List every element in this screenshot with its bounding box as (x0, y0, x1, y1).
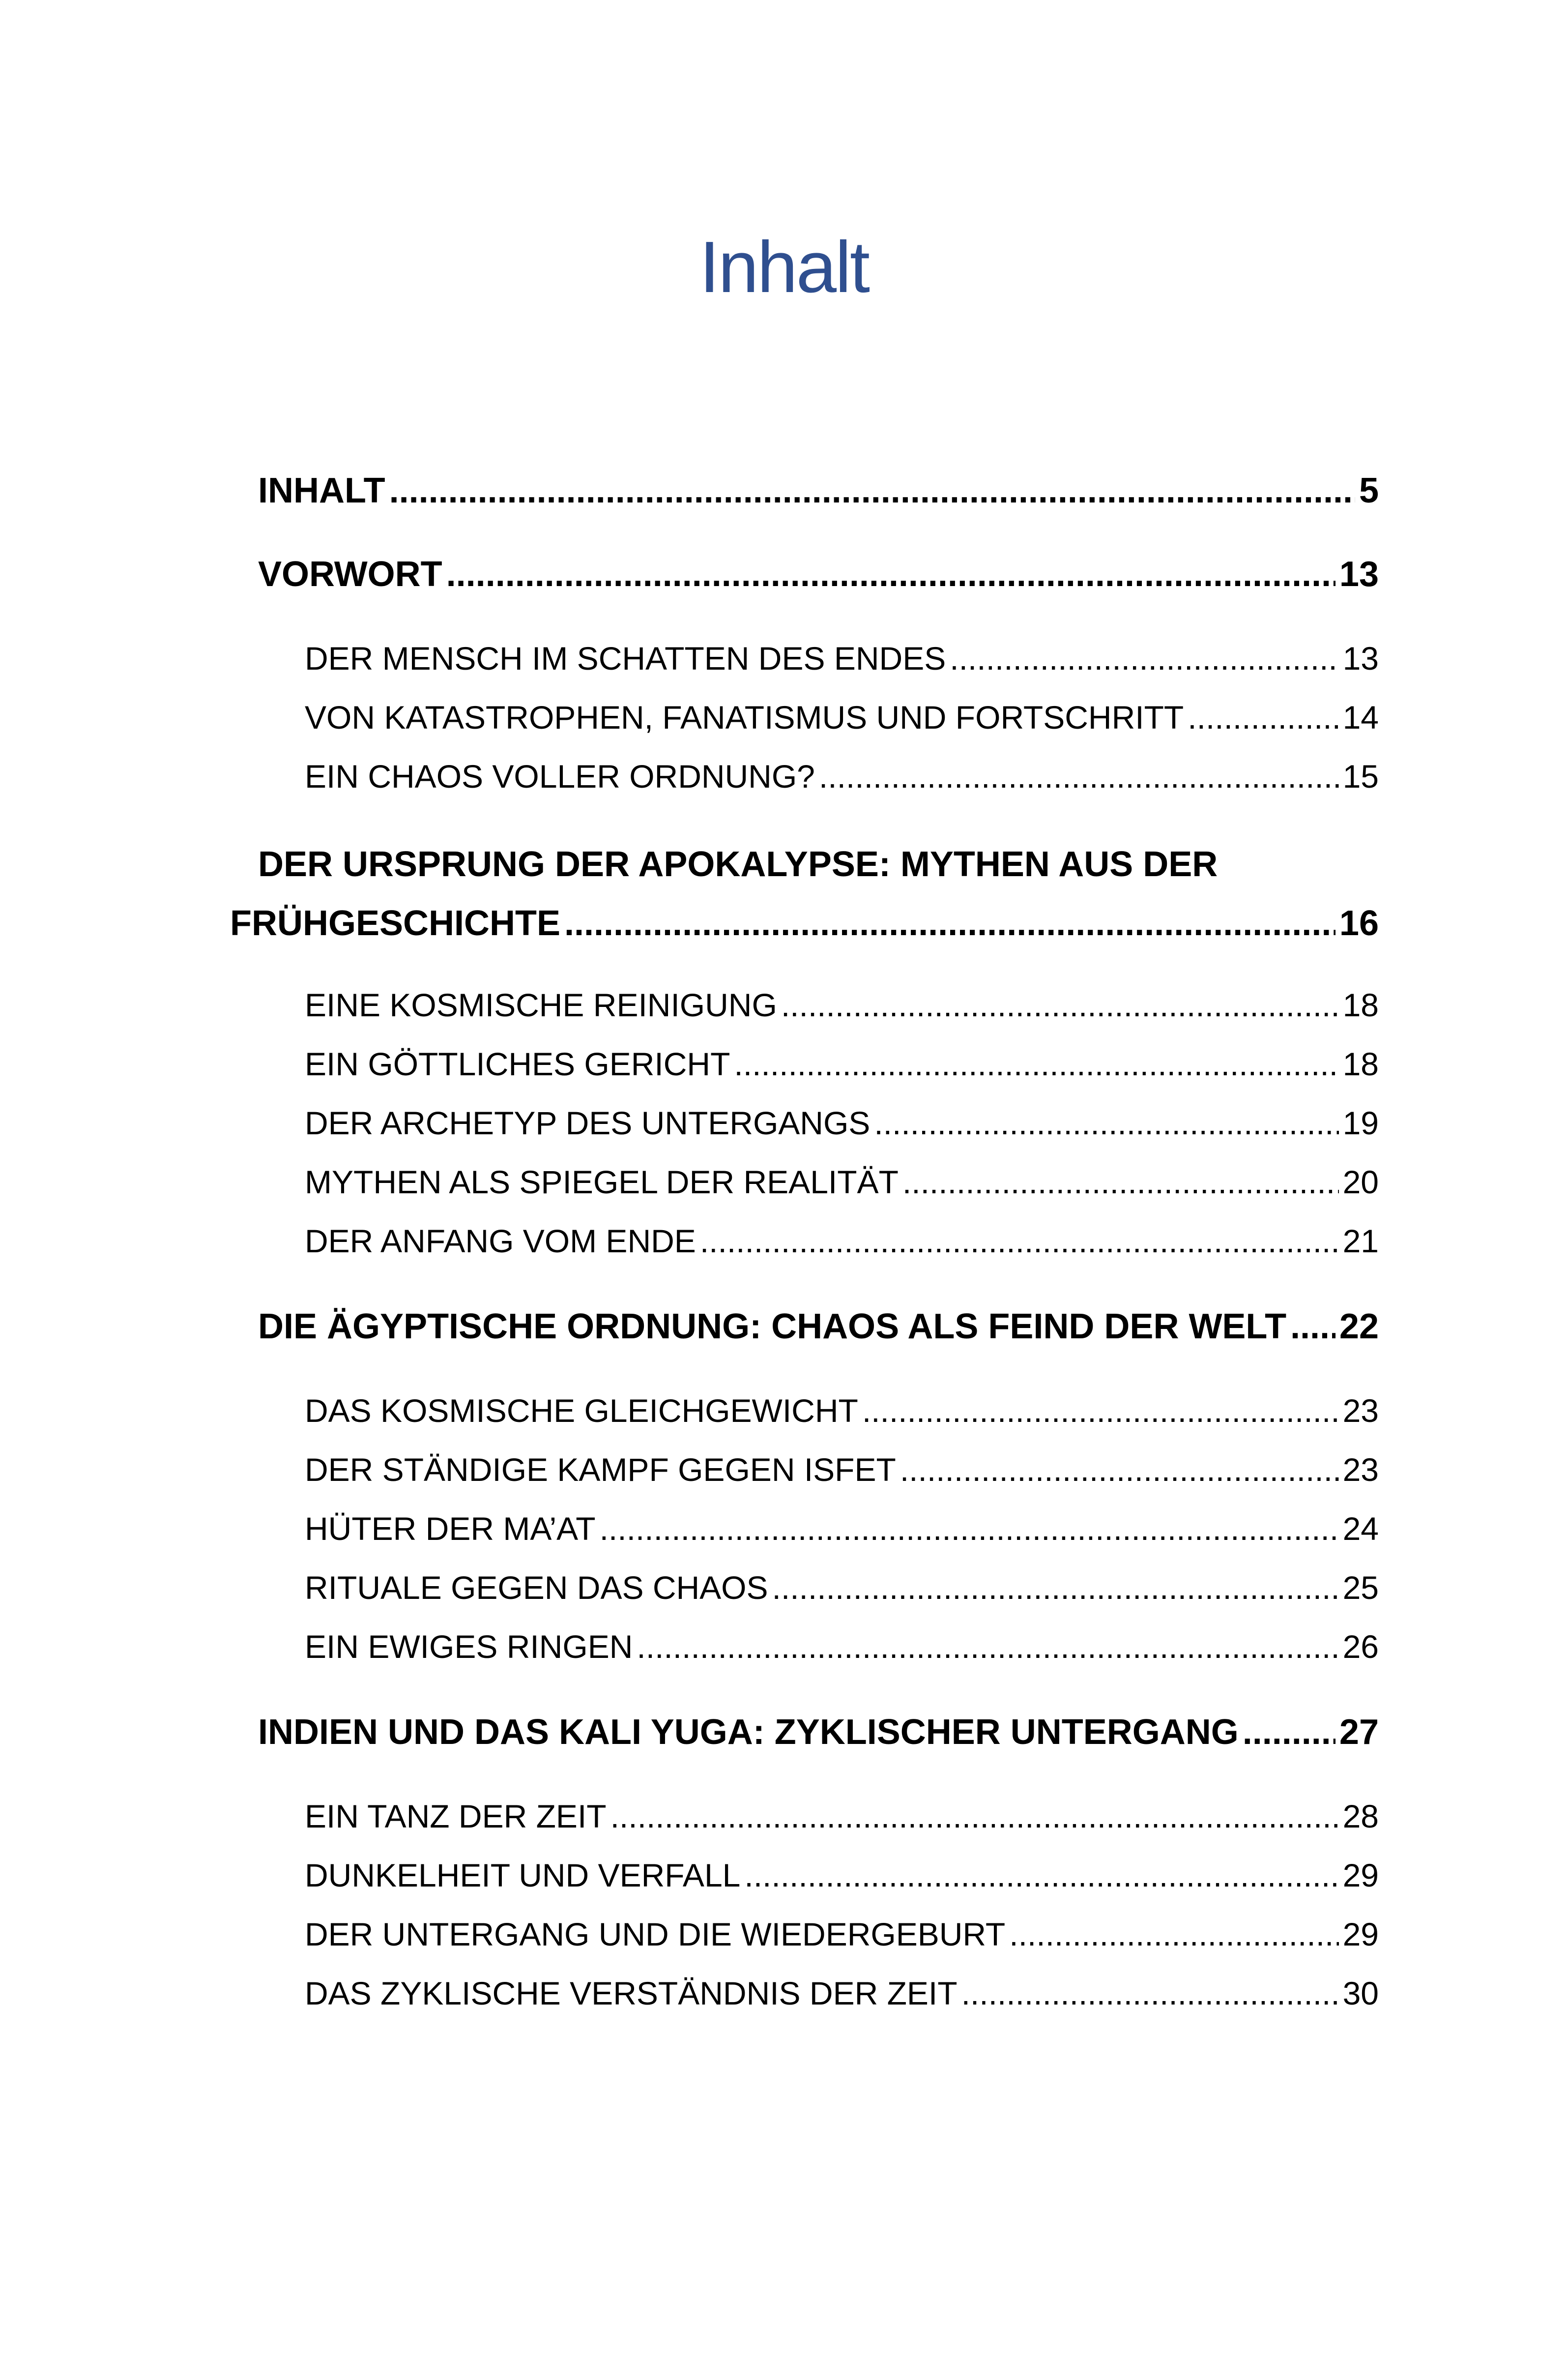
toc-entry-section[interactable] (305, 1450, 1379, 1489)
dot-leader (1188, 698, 1338, 737)
toc-entry-page: 30 (1342, 1975, 1379, 2011)
toc-entry-section[interactable] (305, 1163, 1379, 1202)
toc-entry-page: 20 (1342, 1164, 1379, 1200)
dot-leader (610, 1797, 1339, 1836)
toc-entry-label: INHALT (258, 471, 385, 510)
toc-entry-section[interactable] (305, 1391, 1379, 1430)
toc-entry-chapter[interactable] (258, 470, 1379, 512)
toc-entry-chapter-line1[interactable]: DER URSPRUNG DER APOKALYPSE: MYTHEN AUS DER (258, 845, 1218, 884)
dot-leader (819, 757, 1339, 796)
dot-leader (900, 1450, 1339, 1489)
toc-entry-page: 13 (1339, 555, 1379, 594)
dot-leader (1009, 1915, 1338, 1954)
toc-entry-label: EIN EWIGES RINGEN (305, 1628, 633, 1665)
toc-entry-label: DER UNTERGANG UND DIE WIEDERGEBURT (305, 1916, 1006, 1952)
toc-entry-chapter[interactable] (258, 553, 1379, 595)
toc-entry-page: 16 (1339, 904, 1379, 943)
dot-leader (734, 1045, 1338, 1084)
toc-entry-page: 19 (1342, 1105, 1379, 1141)
dot-leader (1243, 1711, 1336, 1753)
toc-entry-section[interactable] (305, 757, 1379, 796)
dot-leader (874, 1104, 1338, 1143)
dot-leader (862, 1391, 1339, 1430)
toc-entry-page: 29 (1342, 1916, 1379, 1952)
toc-entry-section[interactable] (305, 1045, 1379, 1084)
toc-entry-page: 26 (1342, 1628, 1379, 1665)
toc-entry-section[interactable] (305, 1509, 1379, 1548)
toc-entry-label: EIN GÖTTLICHES GERICHT (305, 1046, 730, 1082)
dot-leader (700, 1222, 1339, 1261)
dot-leader (781, 986, 1339, 1025)
toc-entry-section[interactable] (305, 1856, 1379, 1895)
toc-entry-label: DIE ÄGYPTISCHE ORDNUNG: CHAOS ALS FEIND DER WELT (258, 1307, 1287, 1346)
toc-entry-label: DER MENSCH IM SCHATTEN DES ENDES (305, 640, 946, 677)
toc-entry-label: INDIEN UND DAS KALI YUGA: ZYKLISCHER UNTERGANG (258, 1712, 1239, 1752)
toc-entry-page: 23 (1342, 1392, 1379, 1429)
toc-entry-section[interactable] (305, 698, 1379, 737)
toc-entry-page: 23 (1342, 1451, 1379, 1488)
toc-entry-label: FRÜHGESCHICHTE (230, 904, 561, 943)
toc-entry-section[interactable] (305, 1915, 1379, 1954)
toc-entry-section[interactable] (305, 1627, 1379, 1666)
dot-leader (1290, 1305, 1336, 1348)
toc-entry-label: DAS ZYKLISCHE VERSTÄNDNIS DER ZEIT (305, 1975, 958, 2011)
page-title: Inhalt (699, 227, 869, 308)
toc-entry-label: DER ARCHETYP DES UNTERGANGS (305, 1105, 871, 1141)
dot-leader (772, 1568, 1339, 1607)
toc-entry-section[interactable] (305, 1222, 1379, 1261)
toc-entry-page: 24 (1342, 1510, 1379, 1547)
toc-entry-page: 25 (1342, 1569, 1379, 1606)
dot-leader (600, 1509, 1339, 1548)
toc-entry-label: EINE KOSMISCHE REINIGUNG (305, 987, 777, 1023)
toc-entry-label: RITUALE GEGEN DAS CHAOS (305, 1569, 768, 1606)
dot-leader (389, 470, 1355, 512)
toc-entry-label: DAS KOSMISCHE GLEICHGEWICHT (305, 1392, 858, 1429)
toc-entry-chapter[interactable] (230, 902, 1379, 944)
toc-entry-label: DER STÄNDIGE KAMPF GEGEN ISFET (305, 1451, 896, 1488)
dot-leader (744, 1856, 1338, 1895)
toc-entry-section[interactable] (305, 1568, 1379, 1607)
toc-entry-label: VON KATASTROPHEN, FANATISMUS UND FORTSCHRITT (305, 699, 1184, 736)
dot-leader (902, 1163, 1339, 1202)
toc-entry-page: 21 (1342, 1223, 1379, 1259)
toc-entry-section[interactable] (305, 1797, 1379, 1836)
toc-entry-page: 18 (1342, 1046, 1379, 1082)
toc-entry-label: DUNKELHEIT UND VERFALL (305, 1857, 741, 1893)
toc-entry-page: 29 (1342, 1857, 1379, 1893)
toc-entry-label: EIN CHAOS VOLLER ORDNUNG? (305, 758, 815, 795)
toc-entry-page: 27 (1339, 1712, 1379, 1752)
toc-entry-chapter[interactable] (258, 1305, 1379, 1348)
toc-entry-page: 22 (1339, 1307, 1379, 1346)
toc-entry-section[interactable] (305, 639, 1379, 678)
toc-entry-label: EIN TANZ DER ZEIT (305, 1798, 607, 1834)
toc-entry-section[interactable] (305, 1974, 1379, 2013)
toc-entry-label: HÜTER DER MA’AT (305, 1510, 596, 1547)
toc-entry-page: 15 (1342, 758, 1379, 795)
toc-entry-page: 13 (1342, 640, 1379, 677)
toc-entry-label: MYTHEN ALS SPIEGEL DER REALITÄT (305, 1164, 899, 1200)
toc-entry-section[interactable] (305, 1104, 1379, 1143)
toc-entry-page: 14 (1342, 699, 1379, 736)
dot-leader (446, 553, 1336, 595)
toc-entry-label: DER ANFANG VOM ENDE (305, 1223, 696, 1259)
toc-entry-label: VORWORT (258, 555, 442, 594)
toc-entry-page: 5 (1359, 471, 1379, 510)
toc-entry-section[interactable] (305, 986, 1379, 1025)
toc-entry-chapter[interactable] (258, 1711, 1379, 1753)
dot-leader (637, 1627, 1338, 1666)
toc-entry-page: 28 (1342, 1798, 1379, 1834)
dot-leader (961, 1974, 1339, 2013)
dot-leader (950, 639, 1338, 678)
dot-leader (564, 902, 1336, 944)
toc-entry-page: 18 (1342, 987, 1379, 1023)
